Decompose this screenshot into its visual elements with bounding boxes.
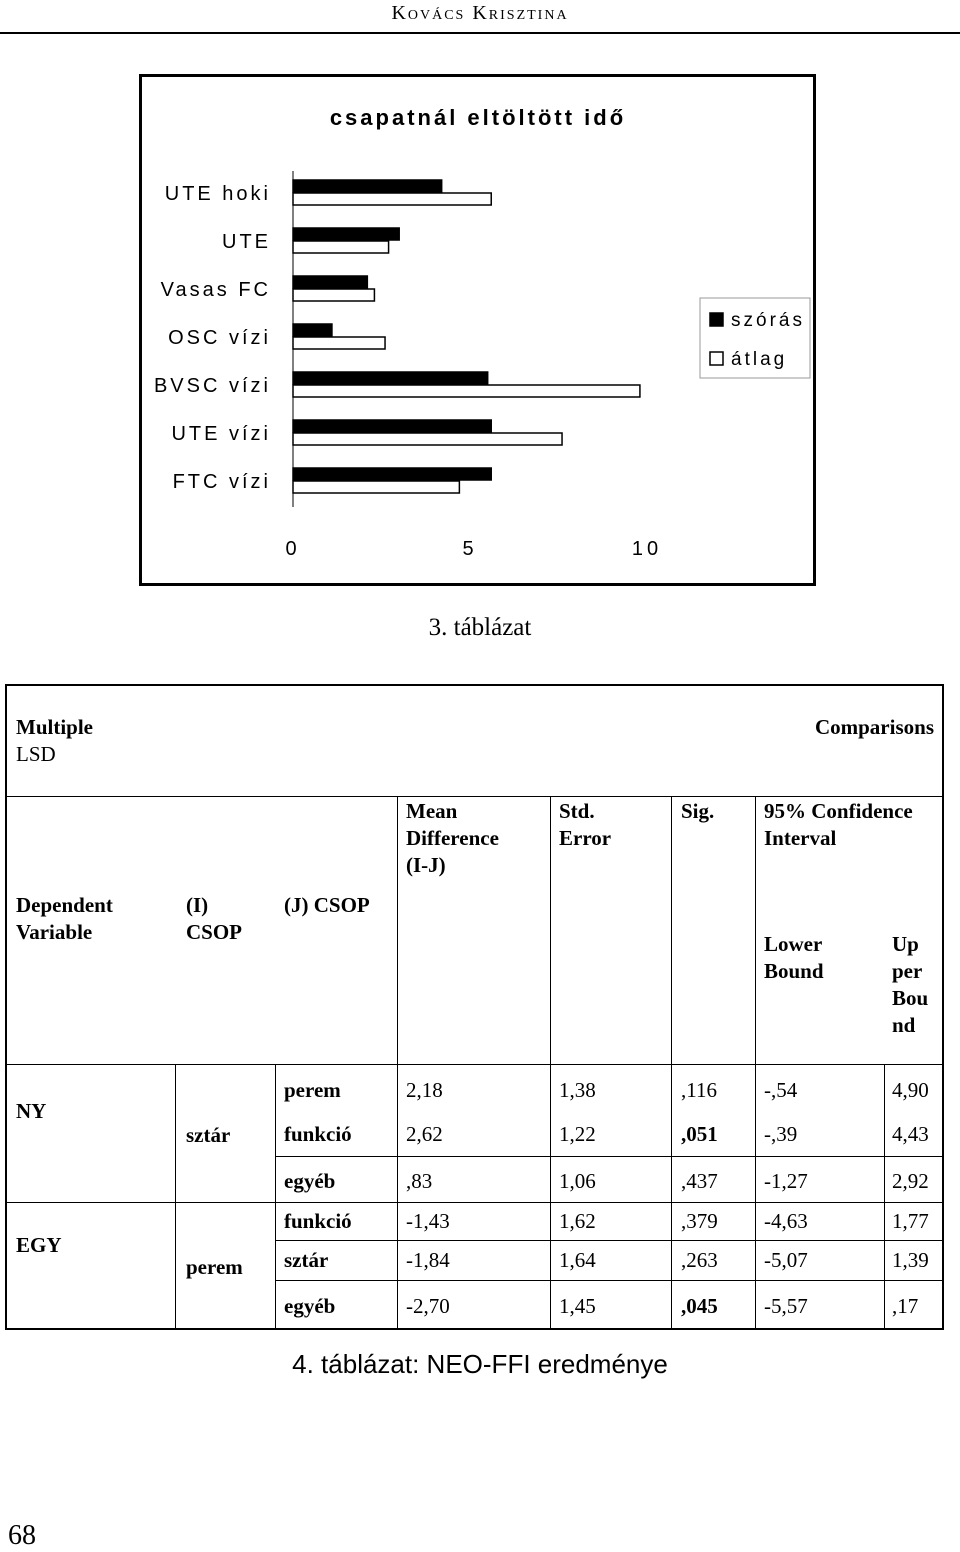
bar-atlag [293, 433, 562, 445]
bar-szoras [293, 324, 332, 336]
cell-se: 1,22 [559, 1122, 596, 1146]
header-stderr-2: Error [559, 826, 612, 850]
cell-j: funkció [284, 1209, 352, 1233]
cell-sig: ,379 [681, 1209, 718, 1233]
bar-atlag [293, 241, 389, 253]
header-upper-3: Bou [892, 986, 929, 1010]
bar-chart [142, 77, 813, 583]
cell-lower: -,39 [764, 1122, 798, 1146]
legend-label: szórás [731, 310, 805, 331]
x-tick-label: 10 [631, 538, 663, 560]
group-dependent: EGY [16, 1233, 62, 1257]
cell-sig: ,437 [681, 1169, 718, 1193]
category-label: UTE [222, 231, 271, 253]
bar-atlag [293, 481, 459, 493]
cell-sig: ,051 [681, 1122, 718, 1146]
running-title: Kovács Krisztina [391, 2, 569, 24]
cell-upper: 2,92 [892, 1169, 929, 1193]
cell-se: 1,38 [559, 1078, 596, 1102]
category-label: OSC vízi [168, 327, 271, 349]
cell-mean: 2,18 [406, 1078, 443, 1102]
legend-swatch [710, 352, 723, 365]
cell-lower: -5,07 [764, 1248, 808, 1272]
cell-j: sztár [284, 1248, 329, 1272]
table-title-multiple: Multiple [16, 715, 93, 739]
header-i-csop-2: CSOP [186, 920, 243, 944]
cell-j: egyéb [284, 1169, 336, 1193]
header-upper-2: per [892, 959, 923, 983]
header-sig: Sig. [681, 799, 715, 823]
cell-mean: ,83 [406, 1169, 433, 1193]
cell-se: 1,62 [559, 1209, 596, 1233]
legend-label: átlag [731, 349, 788, 370]
table-title-comparisons: Comparisons [814, 715, 934, 739]
header-lower-2: Bound [764, 959, 824, 983]
header-lower-1: Lower [764, 932, 823, 956]
legend-swatch [710, 313, 723, 326]
bar-szoras [293, 180, 442, 192]
table3-caption: 3. táblázat [428, 614, 532, 641]
category-label: BVSC vízi [153, 375, 271, 397]
bar-szoras [293, 372, 488, 384]
cell-j: egyéb [284, 1294, 336, 1318]
table4-caption: 4. táblázat: NEO-FFI eredménye [292, 1349, 668, 1379]
cell-upper: 4,43 [892, 1122, 929, 1146]
header-mean-3: (I-J) [406, 853, 446, 877]
cell-mean: -1,43 [406, 1209, 450, 1233]
header-dependent-2: Variable [16, 920, 93, 944]
cell-lower: -1,27 [764, 1169, 808, 1193]
header-stderr-1: Std. [559, 799, 595, 823]
page-number: 68 [8, 1520, 36, 1551]
bar-szoras [293, 228, 399, 240]
cell-lower: -,54 [764, 1078, 798, 1102]
cell-upper: 1,77 [892, 1209, 929, 1233]
cell-mean: -1,84 [406, 1248, 450, 1272]
header-mean-1: Mean [406, 799, 458, 823]
category-label: UTE vízi [171, 423, 271, 445]
category-label: FTC vízi [172, 471, 271, 493]
lsd-comparisons-table [5, 684, 944, 1330]
cell-se: 1,06 [559, 1169, 596, 1193]
group-dependent: NY [16, 1099, 47, 1123]
header-mean-2: Difference [406, 826, 499, 850]
cell-mean: -2,70 [406, 1294, 450, 1318]
cell-lower: -5,57 [764, 1294, 808, 1318]
cell-sig: ,045 [681, 1294, 718, 1318]
bar-atlag [293, 385, 640, 397]
chart-title: csapatnál eltöltött idő [329, 105, 627, 130]
cell-lower: -4,63 [764, 1209, 808, 1233]
cell-j: funkció [284, 1122, 352, 1146]
cell-upper: ,17 [892, 1294, 919, 1318]
cell-mean: 2,62 [406, 1122, 443, 1146]
cell-upper: 1,39 [892, 1248, 929, 1272]
header-j-csop: (J) CSOP [284, 893, 370, 917]
cell-sig: ,116 [681, 1078, 717, 1102]
cell-upper: 4,90 [892, 1078, 929, 1102]
bar-atlag [293, 289, 374, 301]
bar-szoras [293, 468, 491, 480]
table-title-lsd: LSD [16, 742, 56, 766]
category-label: UTE hoki [164, 183, 271, 205]
header-upper-4: nd [892, 1013, 916, 1037]
bar-atlag [293, 193, 491, 205]
page-header [0, 0, 960, 34]
header-upper-1: Up [892, 932, 919, 956]
header-dependent-1: Dependent [16, 893, 113, 917]
bar-atlag [293, 337, 385, 349]
header-i-csop-1: (I) [186, 893, 209, 917]
x-tick-label: 0 [285, 538, 301, 560]
category-label: Vasas FC [160, 279, 271, 301]
group-i: perem [186, 1255, 243, 1279]
cell-se: 1,45 [559, 1294, 596, 1318]
group-i: sztár [186, 1123, 231, 1147]
chart-frame [139, 74, 816, 586]
header-ci-2: Interval [764, 826, 837, 850]
bar-szoras [293, 276, 367, 288]
header-ci-1: 95% Confidence [764, 799, 913, 823]
cell-j: perem [284, 1078, 341, 1102]
bar-szoras [293, 420, 491, 432]
cell-se: 1,64 [559, 1248, 596, 1272]
x-tick-label: 5 [462, 538, 478, 560]
cell-sig: ,263 [681, 1248, 718, 1272]
